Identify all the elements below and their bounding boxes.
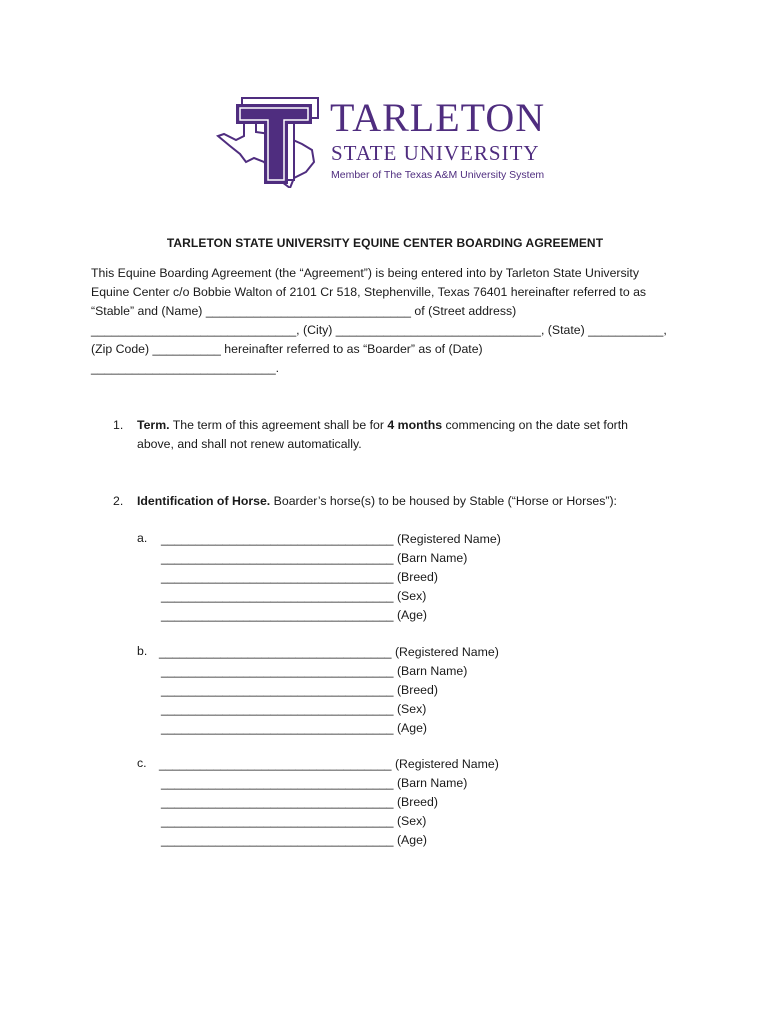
horse-field-breed: __________________________________ (Breed)	[161, 683, 438, 697]
logo-tagline: Member of The Texas A&M University System	[331, 169, 545, 181]
horse-field-age: __________________________________ (Age)	[161, 721, 428, 735]
intro-line: ______________________________, (City) ______________________________, (State) ___________,	[91, 323, 667, 337]
logo-wordmark-tarleton: TARLETON	[330, 95, 546, 140]
horse-field-registered-name: __________________________________ (Registered Name)	[161, 532, 501, 546]
tarleton-logo	[214, 92, 559, 192]
horse-field-registered-name: __________________________________ (Registered Name)	[159, 757, 499, 771]
section-text: above, and shall not renew automatically.	[137, 437, 362, 451]
intro-line: “Stable” and (Name) ______________________________ of (Street address)	[91, 304, 517, 318]
horse-field-barn-name: __________________________________ (Barn Name)	[161, 776, 468, 790]
horse-letter: b.	[137, 644, 148, 658]
horse-field-age: __________________________________ (Age)	[161, 608, 428, 622]
section-text: The term of this agreement shall be for	[172, 418, 384, 432]
section-heading: Term.	[137, 418, 170, 432]
section-number: 2.	[113, 494, 124, 508]
section-term	[137, 417, 628, 433]
intro-line: Equine Center c/o Bobbie Walton of 2101 Cr 518, Stephenville, Texas 76401 hereinafter referred to as	[91, 285, 647, 299]
intro-line: ___________________________.	[91, 361, 280, 375]
horse-field-barn-name: __________________________________ (Barn Name)	[161, 664, 468, 678]
horse-field-sex: __________________________________ (Sex)	[161, 702, 427, 716]
horse-field-sex: __________________________________ (Sex)	[161, 589, 427, 603]
section-text: commencing on the date set forth	[445, 418, 629, 432]
texas-t-logo-icon	[214, 92, 330, 188]
horse-field-breed: __________________________________ (Breed)	[161, 570, 438, 584]
term-duration: 4 months	[387, 418, 443, 432]
horse-field-sex: __________________________________ (Sex)	[161, 814, 427, 828]
section-text: Boarder’s horse(s) to be housed by Stable (“Horse or Horses”):	[273, 494, 617, 508]
intro-line: (Zip Code) __________ hereinafter referred to as “Boarder” as of (Date)	[91, 342, 483, 356]
horse-letter: c.	[137, 756, 147, 770]
section-number: 1.	[113, 418, 124, 432]
intro-line: This Equine Boarding Agreement (the “Agreement”) is being entered into by Tarleton State University	[91, 266, 639, 280]
horse-letter: a.	[137, 531, 148, 545]
horse-field-registered-name: __________________________________ (Registered Name)	[159, 645, 499, 659]
section-identification	[137, 493, 617, 509]
horse-field-breed: __________________________________ (Breed)	[161, 795, 438, 809]
section-heading: Identification of Horse.	[137, 494, 271, 508]
document-title: TARLETON STATE UNIVERSITY EQUINE CENTER BOARDING AGREEMENT	[166, 236, 604, 250]
logo-wordmark-state-university: STATE UNIVERSITY	[331, 141, 540, 165]
horse-field-barn-name: __________________________________ (Barn Name)	[161, 551, 468, 565]
horse-field-age: __________________________________ (Age)	[161, 833, 428, 847]
